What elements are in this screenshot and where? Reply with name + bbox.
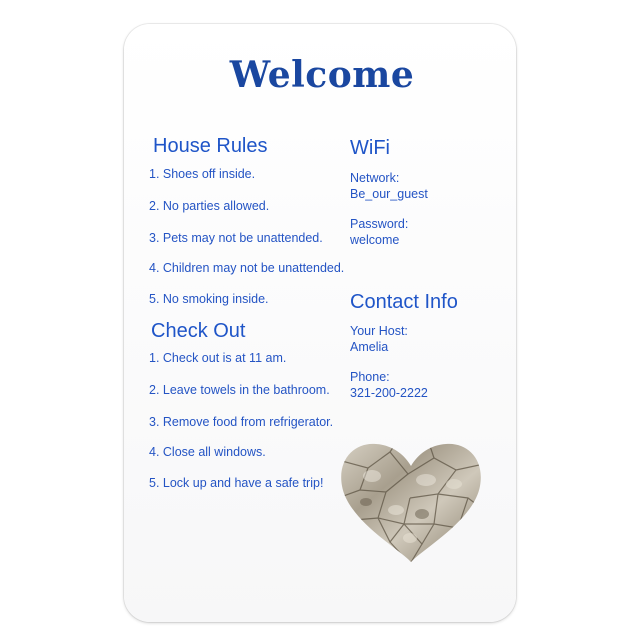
- check-out-item: 3. Remove food from refrigerator.: [149, 415, 334, 429]
- contact-host-label: Your Host:: [350, 324, 408, 338]
- contact-info-heading: Contact Info: [350, 291, 458, 313]
- house-rule-item: 4. Children may not be unattended.: [149, 261, 345, 275]
- contact-host: [350, 323, 408, 355]
- wifi-password: [350, 216, 408, 248]
- contact-phone-value: 321-200-2222: [350, 386, 428, 400]
- house-rule-item: 3. Pets may not be unattended.: [149, 231, 323, 245]
- page-title: Welcome: [229, 54, 415, 96]
- house-rules-heading: House Rules: [153, 135, 268, 157]
- check-out-item: 5. Lock up and have a safe trip!: [149, 476, 324, 490]
- check-out-item: 2. Leave towels in the bathroom.: [149, 383, 330, 397]
- wifi-password-label: Password:: [350, 217, 409, 231]
- wifi-network: [350, 170, 428, 202]
- house-rule-item: 2. No parties allowed.: [149, 199, 270, 213]
- house-rule-item: 5. No smoking inside.: [149, 292, 269, 306]
- check-out-item: 1. Check out is at 11 am.: [149, 351, 287, 365]
- contact-phone: [350, 369, 428, 401]
- mother-of-pearl-heart-icon: [338, 440, 484, 564]
- check-out-item: 4. Close all windows.: [149, 445, 266, 459]
- wifi-network-label: Network:: [350, 171, 400, 185]
- check-out-heading: Check Out: [151, 320, 246, 342]
- wifi-heading: WiFi: [350, 137, 390, 159]
- wifi-network-value: Be_our_guest: [350, 187, 428, 201]
- wifi-password-value: welcome: [350, 233, 400, 247]
- contact-host-value: Amelia: [350, 340, 389, 354]
- contact-phone-label: Phone:: [350, 370, 390, 384]
- house-rule-item: 1. Shoes off inside.: [149, 167, 256, 181]
